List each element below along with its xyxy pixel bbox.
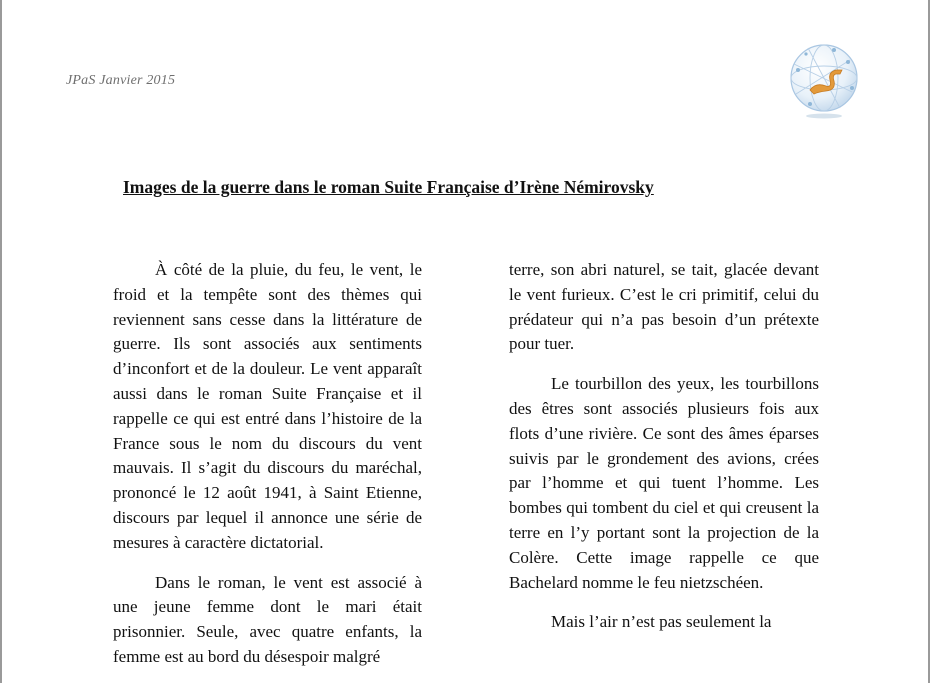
right-column (509, 258, 819, 650)
header-note: JPaS Janvier 2015 (66, 73, 176, 88)
page-edge-left (0, 0, 2, 683)
document-title: Images de la guerre dans le roman Suite Française d’Irène Némirovsky (123, 177, 654, 197)
paragraph: Dans le roman, le vent est associé à une jeune femme dont le mari était prisonnier. Seule, avec quatre enfants, la femme est au bord du désespoir malgré (113, 572, 422, 666)
paragraph: terre, son abri naturel, se tait, glacée devant le vent furieux. C’est le cri primitif, celui du prédateur qui n’a pas besoin d’un prétexte pour tuer. (509, 260, 819, 354)
paragraph: Le tourbillon des yeux, les tourbillons des êtres sont associés plusieurs fois aux flots d’une rivière. Ce sont des âmes éparses suivis par le grondement des avions, crées par l’homme et qui tuent l’homme. Les bombes qui tombent du ciel et qui creusent la terre en l’y portant sont la projection de la Colère. Cette image rappelle ce que Bachelard nomme le feu nietzschéen. (509, 374, 819, 592)
left-column (113, 258, 422, 685)
paragraph: Mais l’air n’est pas seulement la (551, 612, 772, 632)
globe-logo-icon (786, 40, 862, 120)
paragraph: À côté de la pluie, du feu, le vent, le froid et la tempête sont des thèmes qui reviennent sans cesse dans la littérature de guerre. Ils sont associés aux sentiments d’inconfort et de la douleur. Le vent apparaît aussi dans le roman Suite Française et il rappelle ce qui est entré dans l’histoire de la France sous le nom du discours du vent mauvais. Il s’agit du discours du maréchal, prononcé le 12 août 1941, à Saint Etienne, discours par lequel il annonce une série de mesures à caractère dictatorial. (113, 260, 422, 552)
